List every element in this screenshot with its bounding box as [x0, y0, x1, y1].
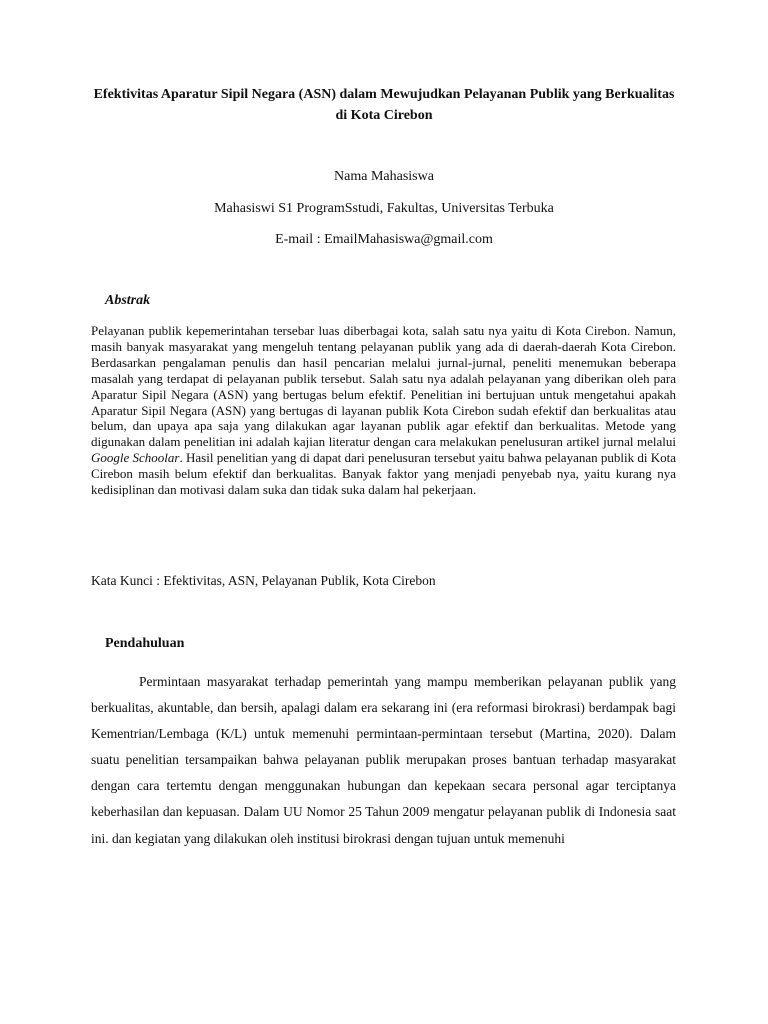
paper-title: Efektivitas Aparatur Sipil Negara (ASN) dalam Mewujudkan Pelayanan Publik yang Berkualitas di Kota Cirebon	[93, 87, 675, 123]
keywords-line: Kata Kunci : Efektivitas, ASN, Pelayanan Publik, Kota Cirebon	[91, 573, 436, 588]
introduction-heading: Pendahuluan	[105, 636, 185, 651]
abstract-text-part-1: Pelayanan publik kepemerintahan tersebar luas diberbagai kota, salah satu nya yaitu di Kota Cirebon. Namun, masih banyak masyarakat yang mengeluh tentang pelayanan publik yang ada di daerah-daerah Kota Cirebon. Berdasarkan pengalaman penulis dan hasil pencarian melalui jurnal-jurnal, peneliti menemukan beberapa masalah yang terdapat di pelayanan publik tersebut. Salah satu nya adalah pelayanan yang diberikan oleh para Aparatur Sipil Negara (ASN) yang bertugas belum efektif. Penelitian ini bertujuan untuk mengetahui apakah Aparatur Sipil Negara (ASN) yang bertugas di layanan publik Kota Cirebon sudah efektif dan berkualitas atau belum, dan upaya apa saja yang dilakukan agar layanan publik agar efektif dan berkualitas. Metode yang digunakan dalam penelitian ini adalah kajian literatur dengan cara melakukan penelusuran artikel jurnal melalui	[91, 323, 676, 450]
author-email: E-mail : EmailMahasiswa@gmail.com	[275, 232, 493, 247]
abstract-body	[91, 323, 676, 498]
introduction-paragraph: Permintaan masyarakat terhadap pemerintah yang mampu memberikan pelayanan publik yang berkualitas, akuntable, dan bersih, apalagi dalam era sekarang ini (era reformasi birokrasi) berdampak bagi Kementrian/Lembaga (K/L) untuk memenuhi permintaan-permintaan tersebut (Martina, 2020). Dalam suatu penelitian tersampaikan bahwa pelayanan publik merupakan proses bantuan terhadap masyarakat dengan cara tertemtu dengan menggunakan hubungan dan kepekaan secara personal agar terciptanya keberhasilan dan kepuasan. Dalam UU Nomor 25 Tahun 2009 mengatur pelayanan publik di Indonesia saat ini. dan kegiatan yang dilakukan oleh institusi birokrasi dengan tujuan untuk memenuhi	[91, 674, 676, 846]
abstract-text-part-2: . Hasil penelitian yang di dapat dari penelusuran tersebut yaitu bahwa pelayanan publik di Kota Cirebon masih belum efektif dan berkualitas. Banyak faktor yang menjadi penyebab nya, yaitu kurang nya kedisiplinan dan motivasi dalam suka dan tidak suka dalam hal pekerjaan.	[91, 450, 677, 498]
abstract-heading: Abstrak	[105, 293, 151, 308]
author-affiliation: Mahasiswi S1 ProgramSstudi, Fakultas, Universitas Terbuka	[214, 201, 554, 216]
author-name: Nama Mahasiswa	[334, 169, 434, 184]
abstract-italic-term: Google Schoolar	[91, 450, 180, 466]
